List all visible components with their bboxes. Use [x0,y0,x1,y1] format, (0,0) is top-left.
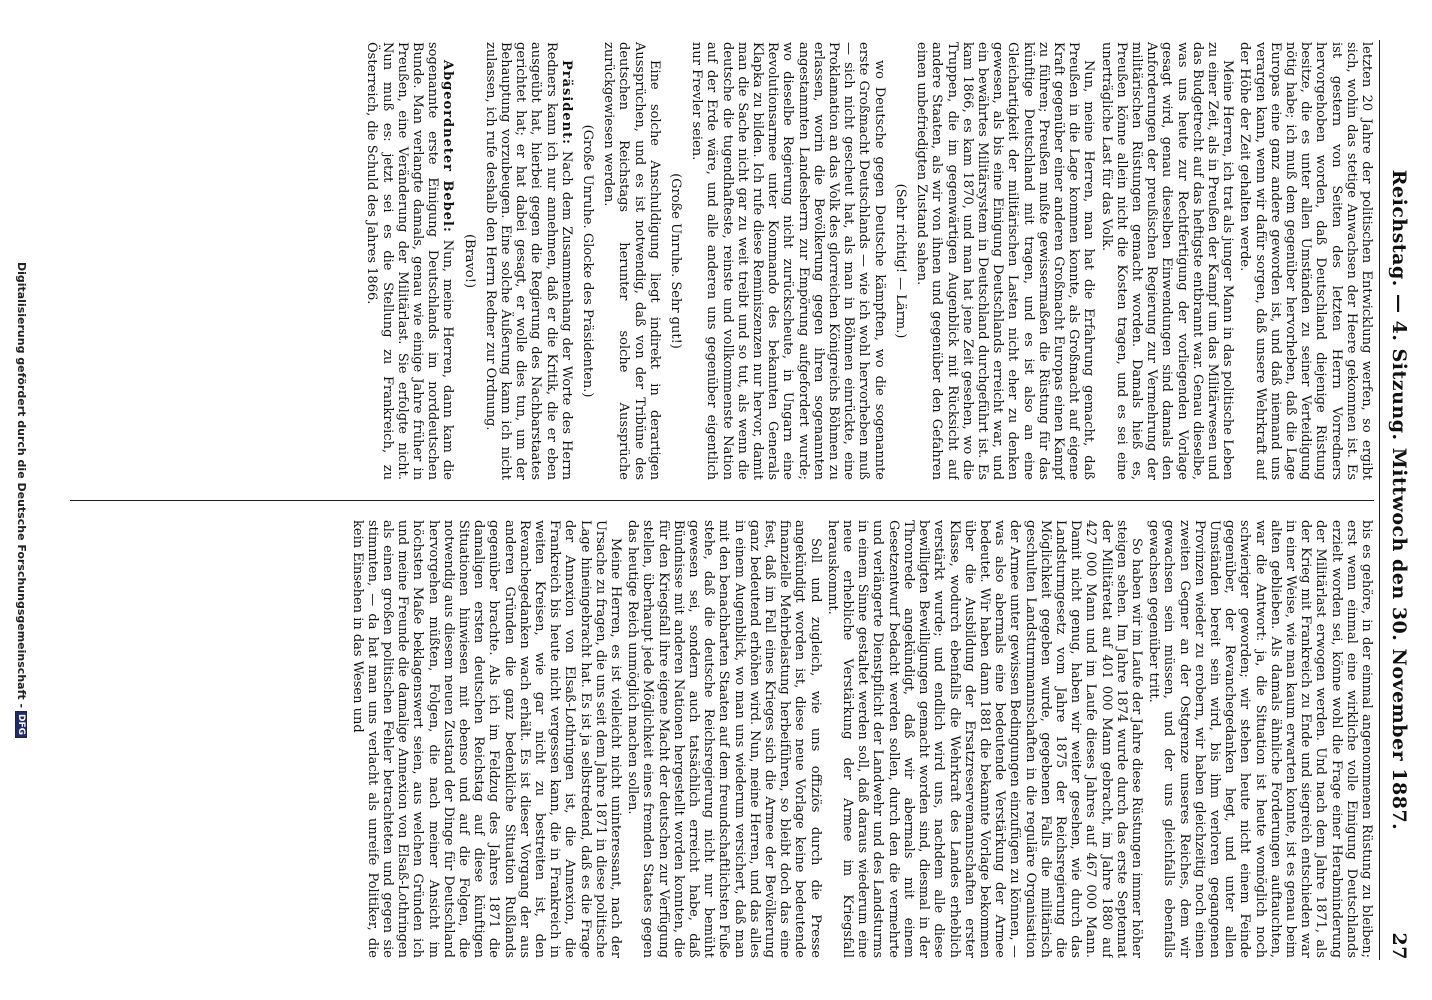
text-paragraph [349,520,623,958]
text-paragraph [1098,42,1235,480]
paragraph-text: So haben wir im Laufe der Jahre diese Rüstungen immer höher steigen sehen. Im Jahre 1874 wurde durch das erste Septennat der Militäretat auf 401 000 Mann gebracht, im Jahre 1880 auf 427 000 Mann und im Laufe dieses Jahres auf 467 000 Mann. Damit nicht genug, haben wir weiter gesehen, wie durch das Landsturmgesetz vom Jahre 1875 der Reichsregierung die Möglichkeit gegeben wurde, gegebenen Falls die militärisch geschulten Landsturmmannschaften in die reguläre Organisation der Armee unter gewissen Bedingungen einzufügen zu können, — was also abermals eine bedeutende Verstärkung der Armee bedeutet. Wir haben dann 1881 die bekannte Vorlage bekommen über die Ausbildung der Ersatzreservemannschaften erster Klasse, wodurch ebenfalls die Wehrkraft des Landes erheblich verstärkt wurde; und endlich wird uns, nachdem alle diese bewilligten Bewilligungen gemacht worden sind, diesmal in der Thronrede angekündigt, daß wir abermals mit einem Gesetzentwurf bedacht werden sollen, durch den die vermehrte und verlängerte Dienstpflicht der Landwehr und des Landsturms in einem Sinne gestaltet werden soll, daß daraus wiederum eine neue erhebliche Verstärkung der Armee im Kriegsfall herauskommt. [824,520,1144,958]
paragraph-text: Eine solche Anschuldigung liegt indirekt in derartigen Aussprüchen, und es ist notwendig, daß von der Tribüne des deutschen Reichstags herunter solche Aussprüche zurückgewiesen werden. [601,42,662,480]
page-number: 27 [1388,932,1410,960]
speaker-paragraph [483,42,574,480]
column-divider [70,500,1374,501]
text-paragraph [914,42,1096,480]
digitization-credit [10,0,28,1000]
text-paragraph [825,520,1144,958]
text-paragraph [689,42,887,480]
text-paragraph [625,520,823,958]
page-header [1382,40,1412,960]
text-paragraph [601,42,662,480]
speaker-name: Abgeordneter Bebel: [440,60,456,233]
left-text-column [70,42,1374,480]
stage-direction [461,42,476,480]
text-paragraph [1237,42,1374,480]
page-title: Reichstag. — 4. Sitzung. Mittwoch den 30. November 1887. [1388,169,1410,831]
speaker-name: Präsident: [558,60,574,145]
paragraph-text: Nun, meine Herren, man hat die Erfahrung gemacht, daß Preußen in die Lage kommen konnte, als Großmacht auf eigene Kraft gegenüber einer anderen Großmacht Europas einen Kampf zu führen; Preußen mußte gewissermaßen die Rüstung für das künftige Deutschland mit tragen, und es ist also an eine Gleichartigkeit der militärischen Lasten nicht eher zu denken gewesen, als bis eine Einigung Deutschlands erreicht war, und ein bewährtes Militärsystem in Deutschland durchgeführt ist. Es kam 1866, es kam 1870, und man hat jene Zeit gesehen, wo die Truppen, die im gegenwärtigen Augenblick mit Rücksicht auf andere Staaten, als wir von ihnen und gegenüber den Gefahren einen unbefriedigten Zustand sahen. [914,42,1097,480]
paragraph-text: (Große Unruhe. Sehr gut!) [668,173,684,349]
paragraph-text: (Bravo!) [461,233,477,289]
stage-direction [668,42,683,480]
paragraph-text: Soll und zugleich, wie uns offiziös durch die Presse angekündigt worden ist, diese neue Vorlage keine bedeutende finanzielle Mehrbelastung herbeiführen, so bleibt doch das eine fest, daß im Fall eines Krieges sich die Armee der Bevölkerung ganz bedeutend erhöhen wird. Nun, meine Herren, und das alles in einem Augenblick, wo man uns wiederum versichert, daß man mit den benachbarten Staaten auf dem freundschaftlichsten Fuße stehe, daß die deutsche Reichsregierung nicht nur bemüht gewesen sei, sondern auch tatsächlich erreicht habe, daß Bündnisse mit anderen Nationen hergestellt worden konnten, die für den Kriegsfall ihre eigene Macht der deutschen zur Verfügung stellen, überhaupt jede Möglichkeit eines fremden Staates gegen das heutige Reich unmöglich machen sollen. [625,520,823,958]
stage-direction [580,42,595,480]
paragraph-text: wo Deutsche gegen Deutsche kämpften, wo die sogenannte erste Großmacht Deutschlands — wie ich wohl hervorheben muß — sich nicht gescheut hat, als man in Böhmen einrückte, eine Proklamation an das Volk des glorreichen Königreichs Böhmen zu erlassen, worin die Bevölkerung gegen ihren sogenannten angestammten Landesherrn zur Empörung aufgefordert wurde; wo dieselbe Regierung nicht zurückscheute, in Ungarn eine Revolutionsarmee unter Kommando des bekannten Generals Klapka zu bilden. Ich rufe diese Reminiszenzen nur hervor, damit man die Sache nicht gar zu weit treibt und so tut, als wenn die deutsche die tugendhafteste, reinste und vollkommenste Nation auf der Erde wäre, und alle anderen uns gegenüber eigentlich nur Frevler seien. [689,42,887,480]
paragraph-text: Nun, meine Herren, dann kam die sogenannte erste Einigung Deutschlands im norddeutschen Bunde. Man verlangte damals, genau wie einige Jahre früher in Preußen, eine Veränderung der Militärlast. Sie erfolgte nicht. Nun muß es: jetzt sei es die Stellung zu Frankreich, zu Österreich, die Schuld des Jahres 1866. [364,42,456,480]
dfg-logo: DFG [15,711,27,738]
paragraph-text: letzten 20 Jahre der politischen Entwicklung werfen, so ergibt sich, wohin das stetige Anwachsen der Heere gekommen ist. Es ist gestern von Seiten des letzten Herrn Vorredners hervorgehoben worden, daß Deutschland diejenige Rüstung besitze, die es unter allen Umständen zu seiner Verteidigung nötig habe; ich muß dem gegenüber hervorheben, daß die Lage Europas eine ganz andere geworden ist, und daß niemand uns verargen kann, wenn wir dafür sorgen, daß unsere Wehrkraft auf der Höhe der Zeit gehalten werde. [1237,42,1374,480]
paragraph-text: Meine Herren, ich trat als junger Mann in das politische Leben zu einer Zeit, als in Preußen der Kampf um das Militärwesen und das Budgetrecht auf das heftigste entbrannt war. Genau dieselbe, was uns heute zur Rechtfertigung der vorliegenden Vorlage gesagt wird, genau dieselben Einwendungen sind damals den Anforderungen der preußischen Regierung zur Vermehrung der militärischen Rüstungen gemacht worden. Damals hieß es, Preußen könne allein nicht die Kosten tragen, und es sei eine unerträgliche Last für das Volk. [1098,42,1236,480]
stage-direction [893,42,908,480]
paragraph-text: (Sehr richtig! — Lärm.) [892,183,908,339]
paragraph-text: bis es gehöre, in der einmal angenommenen Rüstung zu bleiben; erst wenn einmal eine wirkliche volle Einigung Deutschlands erzielt worden sei, könne wohl die Frage einer Herabminderung der Militärlast erwogen werden. Und nach dem Jahre 1871, als der Krieg mit Frankreich zu Ende und siegreich entschieden war in einer Weise, wie man kaum erwarten konnte, ist es genau beim alten geblieben. Als damals ähnliche Forderungen auftauchten, war die Antwort: ja, die Situation ist heute womöglich noch schwieriger geworden; wir stehen heute nicht einem Feinde gegenüber, der Revanchegedanken hegt, und unter allen Umständen bereit sein wird, bis ihm verloren gegangenen Provinzen wieder zu erobern, wir haben gleichzeitig noch einen zweiten Gegner an der Ostgrenze unseres Reiches, dem wir gewachsen sein müssen, und der uns gleichfalls ebenfalls gewachsen gegenüber tritt. [1146,520,1374,958]
paragraph-text: Nach dem Zusammenhang der Worte des Herrn Redners kann ich nur annehmen, daß er die Kritik, die er eben ausgeübt hat, hierbei gegen die Regierung des Nachbarstaates gerichtet hat; er hat dabei gesagt, er wolle dies tun, um der Behauptung vorzubeugen. Eine solche Äußerung kann ich nicht zulassen, ich rufe deshalb den Herrn Redner zur Ordnung. [482,42,574,480]
paragraph-text: (Große Unruhe. Glocke des Präsidenten.) [580,124,596,398]
right-text-column [70,520,1374,958]
credit-text: Digitalisierung gefördert durch die Deutsche Forschungsgemeinschaft - [15,261,28,709]
text-paragraph [1146,520,1374,958]
paragraph-text: Meine Herren, es ist vielleicht nicht uninteressant, nach der Ursache zu fragen, die uns seit dem Jahre 1871 in diese politische Lage hineingebracht hat. Es ist ja selbstredend, daß es die Frage der Annexion von Elsaß-Lothringen ist, die Annexion, die Frankreich bis heute nicht vergessen kann, die in Frankreich in weiten Kreisen, wie gar nicht zu bestreiten ist, den Revanchegedanken wach erhält. Es ist dieser Vorgang der aus anderen Gründen die ganz bedenkliche Situation Rußlands gegenüber brachte. Als ich im Feldzug des Jahres 1871 die damaligen ersten deutschen Reichstag auf diese künftigen Situationen hinwiesen mit ebenso und auf die Folgen, die notwendig aus diesem neuen Zustand der Dinge für Deutschland hervorgehen müßten, Folgen, die nach meiner Ansicht im höchsten Maße beklagenswert seien, aus welchen Gründen ich und meine Freunde die damalige Annexion von Elsaß-Lothringen als einen großen politischen Fehler betrachteten und gegen sie stimmten, — da hat man uns verlacht als unreife Politiker, die kein Einsehen in das Wesen und [349,520,624,958]
speaker-paragraph [364,42,455,480]
header-rule [1379,40,1380,960]
